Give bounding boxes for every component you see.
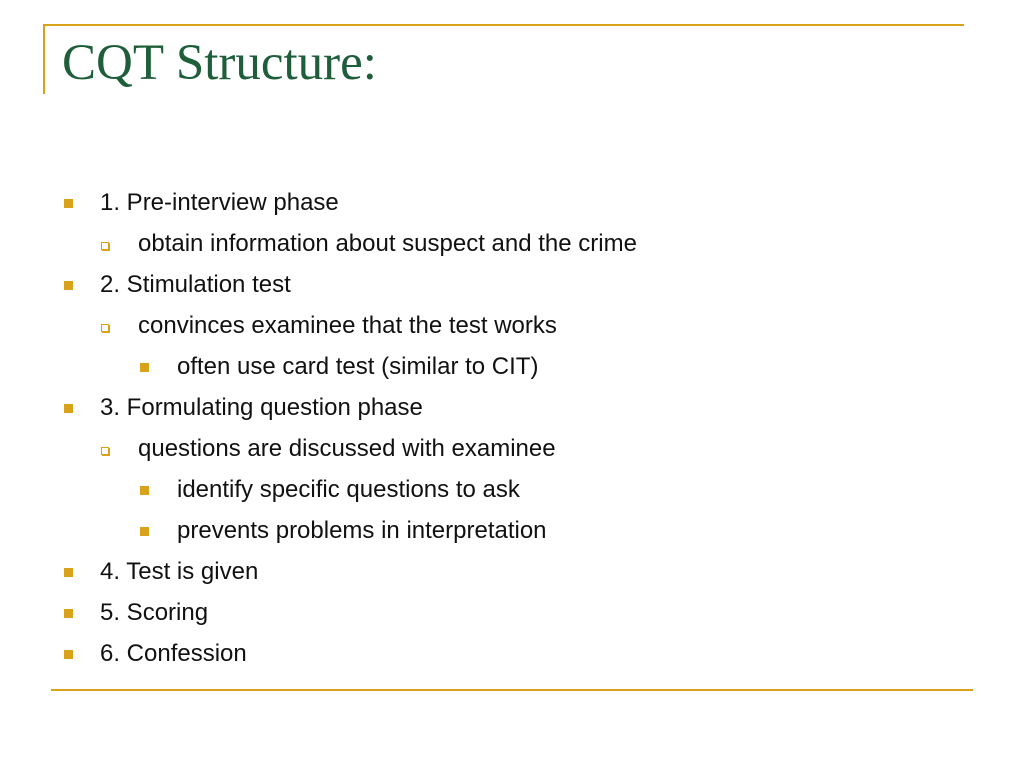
bullet-text: 5. Scoring bbox=[100, 599, 209, 626]
bullet-text: obtain information about suspect and the crime bbox=[138, 230, 637, 257]
bullet-text: 6. Confession bbox=[100, 640, 247, 667]
bullet-text: 2. Stimulation test bbox=[100, 271, 291, 298]
slide-title: CQT Structure: bbox=[62, 35, 377, 91]
bullet-text: 3. Formulating question phase bbox=[100, 394, 423, 421]
bullet-text: identify specific questions to ask bbox=[177, 476, 520, 503]
bottom-rule-divider bbox=[51, 689, 973, 691]
bullet-text: often use card test (similar to CIT) bbox=[177, 353, 539, 380]
bullet-text: questions are discussed with examinee bbox=[138, 435, 556, 462]
bullet-text: convinces examinee that the test works bbox=[138, 312, 557, 339]
bullet-text: 4. Test is given bbox=[100, 558, 259, 585]
bullet-text: prevents problems in interpretation bbox=[177, 517, 547, 544]
bullet-text: 1. Pre-interview phase bbox=[100, 189, 339, 216]
